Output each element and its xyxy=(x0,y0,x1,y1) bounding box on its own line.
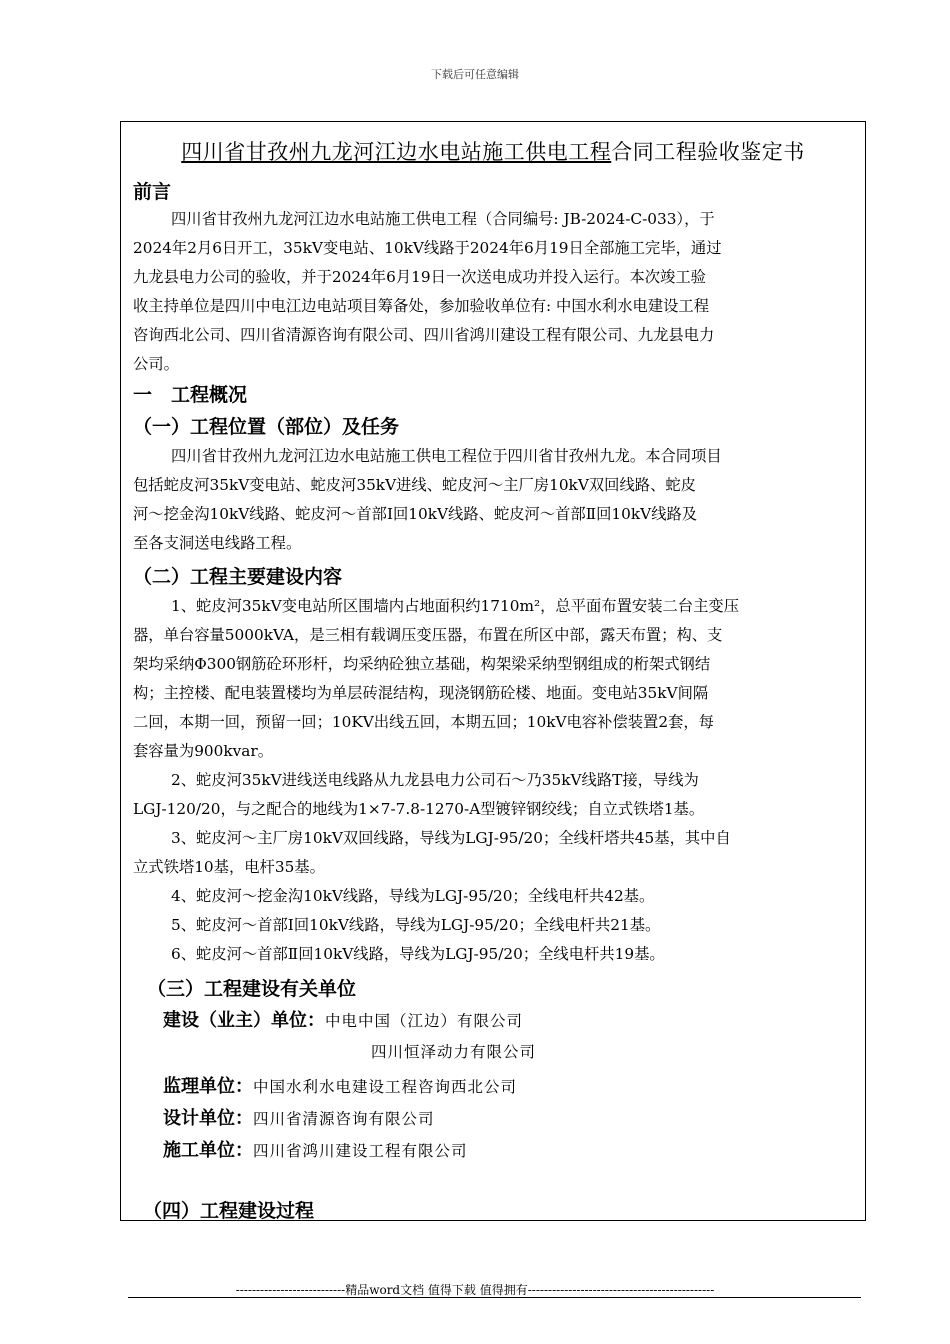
sub1-line: 四川省甘孜州九龙河江边水电站施工供电工程位于四川省甘孜州九龙。本合同项目 xyxy=(171,447,722,465)
sub2-line: 套容量为900kvar。 xyxy=(133,742,274,760)
sub1-line: 河～挖金沟10kV线路、蛇皮河～首部Ⅰ回10kV线路、蛇皮河～首部Ⅱ回10kV线路及 xyxy=(133,505,698,523)
sub1-line: 包括蛇皮河35kV变电站、蛇皮河35kV进线、蛇皮河～主厂房10kV双回线路、蛇皮 xyxy=(133,476,696,494)
preface-line: 四川省甘孜州九龙河江边水电站施工供电工程（合同编号: JB-2024-C-033），于 xyxy=(171,210,715,228)
section1-heading: 一 工程概况 xyxy=(133,384,248,406)
preface-heading: 前言 xyxy=(133,181,172,203)
design-value: 四川省清源咨询有限公司 xyxy=(253,1110,435,1128)
footer-note: ---------------------------精品word文档 值得下载 值得拥有---------------------------------------------- xyxy=(235,1283,715,1297)
sub1-line: 至各支洞送电线路工程。 xyxy=(133,534,302,552)
preface-line: 收主持单位是四川中电江边电站项目筹备处，参加验收单位有: 中国水利水电建设工程 xyxy=(133,297,710,315)
design-label: 设计单位： xyxy=(163,1108,253,1129)
sub2-line: LGJ-120/20，与之配合的地线为1×7-7.8-1270-A型镀锌钢绞线；自立式铁塔1基。 xyxy=(133,800,705,818)
sub2-line: 6、蛇皮河～首部Ⅱ回10kV线路，导线为LGJ-95/20；全线电杆共19基。 xyxy=(171,945,665,963)
sub2-line: 5、蛇皮河～首部Ⅰ回10kV线路，导线为LGJ-95/20；全线电杆共21基。 xyxy=(171,916,661,934)
owner-value-1: 中电中国（江边）有限公司 xyxy=(325,1012,524,1030)
preface-line: 咨询西北公司、四川省清源咨询有限公司、四川省鸿川建设工程有限公司、九龙县电力 xyxy=(133,326,715,344)
title-project-name: 四川省甘孜州九龙河江边水电站施工供电工程 xyxy=(181,140,612,164)
sub2-line: 立式铁塔10基，电杆35基。 xyxy=(133,858,325,876)
owner-row-2 xyxy=(371,1040,536,1062)
sub2-line: 1、蛇皮河35kV变电站所区围墙内占地面积约1710m²，总平面布置安装二台主变压 xyxy=(171,597,739,615)
footer-rule xyxy=(128,1297,861,1298)
title-doc-type: 合同工程验收鉴定书 xyxy=(611,140,805,164)
sub2-line: 4、蛇皮河～挖金沟10kV线路，导线为LGJ-95/20；全线电杆共42基。 xyxy=(171,887,655,905)
supervisor-value: 中国水利水电建设工程咨询西北公司 xyxy=(253,1078,518,1096)
sub2-line: 二回，本期一回，预留一回；10KV出线五回，本期五回；10kV电容补偿装置2套，每 xyxy=(133,713,714,731)
preface-line: 九龙县电力公司的验收，并于2024年6月19日一次送电成功并投入运行。本次竣工验 xyxy=(133,268,706,286)
preface-line: 2024年2月6日开工，35kV变电站、10kV线路于2024年6月19日全部施工完毕，通过 xyxy=(133,239,722,257)
header-note: 下载后可任意编辑 xyxy=(431,68,519,81)
sub2-line: 3、蛇皮河～主厂房10kV双回线路，导线为LGJ-95/20；全线杆塔共45基，其中自 xyxy=(171,829,731,847)
construction-label: 施工单位： xyxy=(163,1140,253,1161)
owner-label: 建设（业主）单位： xyxy=(163,1010,325,1031)
sub2-line: 2、蛇皮河35kV进线送电线路从九龙县电力公司石～乃35kV线路T接，导线为 xyxy=(171,771,699,789)
owner-row xyxy=(163,1006,523,1032)
sub2-line: 架均采纳Φ300钢筋砼环形杆，均采纳砼独立基础，构架梁采纳型钢组成的桁架式钢结 xyxy=(133,655,711,673)
supervisor-row xyxy=(163,1072,517,1098)
document-frame xyxy=(120,121,866,1221)
design-row xyxy=(163,1104,435,1130)
sub2-line: 器，单台容量5000kVA，是三相有载调压变压器，布置在所区中部，露天布置；构、支 xyxy=(133,626,723,644)
owner-value-2: 四川恒泽动力有限公司 xyxy=(371,1043,537,1061)
construction-row xyxy=(163,1136,468,1162)
construction-value: 四川省鸿川建设工程有限公司 xyxy=(253,1142,468,1160)
preface-line: 公司。 xyxy=(133,355,179,373)
sub3-heading: （三）工程建设有关单位 xyxy=(147,978,357,1000)
document-title xyxy=(121,136,865,166)
sub2-line: 构；主控楼、配电装置楼均为单层砖混结构，现浇钢筋砼楼、地面。变电站35kV间隔 xyxy=(133,684,709,702)
supervisor-label: 监理单位： xyxy=(163,1076,253,1097)
sub2-heading: （二）工程主要建设内容 xyxy=(133,566,343,588)
sub1-heading: （一）工程位置（部位）及任务 xyxy=(133,416,400,438)
sub4-heading: （四）工程建设过程 xyxy=(143,1200,315,1222)
